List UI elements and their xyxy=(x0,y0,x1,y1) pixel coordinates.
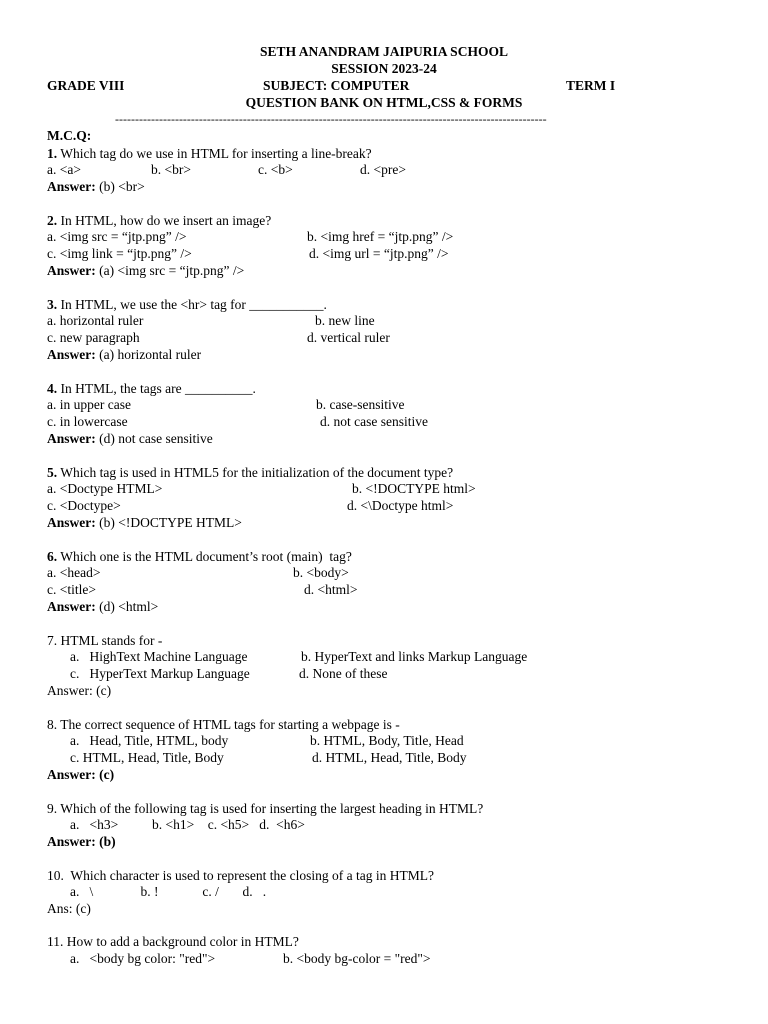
q4-option-b: b. case-sensitive xyxy=(316,397,405,412)
q5-answer: Answer: (b) <!DOCTYPE HTML> xyxy=(47,515,242,530)
school-name: SETH ANANDRAM JAIPURIA SCHOOL xyxy=(260,44,508,59)
q2-option-a: a. <img src = “jtp.png” /> xyxy=(47,229,187,244)
question-9: 9. Which of the following tag is used for inserting the largest heading in HTML? xyxy=(47,801,484,816)
q6-option-d: d. <html> xyxy=(304,582,358,597)
divider-line: ------------------------------------------------------------------------------------------------------------ xyxy=(115,112,547,126)
q10-options: a. \ b. ! c. / d. . xyxy=(70,884,267,899)
subject: SUBJECT: COMPUTER xyxy=(263,78,410,93)
q8-option-c: c. HTML, Head, Title, Body xyxy=(70,750,224,765)
q1-answer: Answer: (b) <br> xyxy=(47,179,145,194)
q9-answer: Answer: (b) xyxy=(47,834,116,849)
q3-option-a: a. horizontal ruler xyxy=(47,313,144,328)
q2-option-b: b. <img href = “jtp.png” /> xyxy=(307,229,454,244)
q4-option-d: d. not case sensitive xyxy=(320,414,428,429)
q4-answer: Answer: (d) not case sensitive xyxy=(47,431,213,446)
question-10: 10. Which character is used to represent the closing of a tag in HTML? xyxy=(47,868,434,883)
question-2: 2. In HTML, how do we insert an image? xyxy=(47,213,272,228)
question-4: 4. In HTML, the tags are __________. xyxy=(47,381,256,396)
q5-option-b: b. <!DOCTYPE html> xyxy=(352,481,476,496)
q4-option-a: a. in upper case xyxy=(47,397,131,412)
q6-answer: Answer: (d) <html> xyxy=(47,599,159,614)
q7-option-d: d. None of these xyxy=(299,666,388,681)
q1-option-c: c. <b> xyxy=(258,162,293,177)
q8-option-d: d. HTML, Head, Title, Body xyxy=(312,750,467,765)
q7-option-c: c. HyperText Markup Language xyxy=(70,666,250,681)
q7-option-b: b. HyperText and links Markup Language xyxy=(301,649,528,664)
question-8: 8. The correct sequence of HTML tags for starting a webpage is - xyxy=(47,717,400,732)
q9-options: a. <h3> b. <h1> c. <h5> d. <h6> xyxy=(70,817,305,832)
q6-option-b: b. <body> xyxy=(293,565,349,580)
document-title: QUESTION BANK ON HTML,CSS & FORMS xyxy=(245,95,523,110)
q7-option-a: a. HighText Machine Language xyxy=(70,649,248,664)
term: TERM I xyxy=(566,78,616,93)
q5-option-a: a. <Doctype HTML> xyxy=(47,481,163,496)
q1-option-b: b. <br> xyxy=(151,162,191,177)
q1-option-a: a. <a> xyxy=(47,162,81,177)
section-label: M.C.Q: xyxy=(47,128,92,143)
question-7: 7. HTML stands for - xyxy=(47,633,163,648)
question-5: 5. Which tag is used in HTML5 for the initialization of the document type? xyxy=(47,465,454,480)
q2-option-d: d. <img url = “jtp.png” /> xyxy=(309,246,449,261)
q6-option-c: c. <title> xyxy=(47,582,96,597)
question-1: 1. Which tag do we use in HTML for inserting a line-break? xyxy=(47,146,372,161)
q10-answer: Ans: (c) xyxy=(47,901,91,916)
q2-option-c: c. <img link = “jtp.png” /> xyxy=(47,246,192,261)
q5-option-d: d. <\Doctype html> xyxy=(347,498,454,513)
q3-option-b: b. new line xyxy=(315,313,375,328)
session: SESSION 2023-24 xyxy=(331,61,437,76)
q1-option-d: d. <pre> xyxy=(360,162,406,177)
q8-option-a: a. Head, Title, HTML, body xyxy=(70,733,229,748)
q4-option-c: c. in lowercase xyxy=(47,414,128,429)
q3-option-d: d. vertical ruler xyxy=(307,330,390,345)
q3-option-c: c. new paragraph xyxy=(47,330,140,345)
q2-answer: Answer: (a) <img src = “jtp.png” /> xyxy=(47,263,245,278)
grade: GRADE VIII xyxy=(47,78,125,93)
q8-answer: Answer: (c) xyxy=(47,767,115,782)
q5-option-c: c. <Doctype> xyxy=(47,498,121,513)
question-3: 3. In HTML, we use the <hr> tag for ___________. xyxy=(47,297,327,312)
q11-option-b: b. <body bg-color = "red"> xyxy=(283,951,431,966)
q3-answer: Answer: (a) horizontal ruler xyxy=(47,347,202,362)
q7-answer: Answer: (c) xyxy=(47,683,112,698)
q11-option-a: a. <body bg color: "red"> xyxy=(70,951,216,966)
question-11: 11. How to add a background color in HTML? xyxy=(47,934,299,949)
question-6: 6. Which one is the HTML document’s root (main) tag? xyxy=(47,549,352,564)
q8-option-b: b. HTML, Body, Title, Head xyxy=(310,733,464,748)
q6-option-a: a. <head> xyxy=(47,565,101,580)
